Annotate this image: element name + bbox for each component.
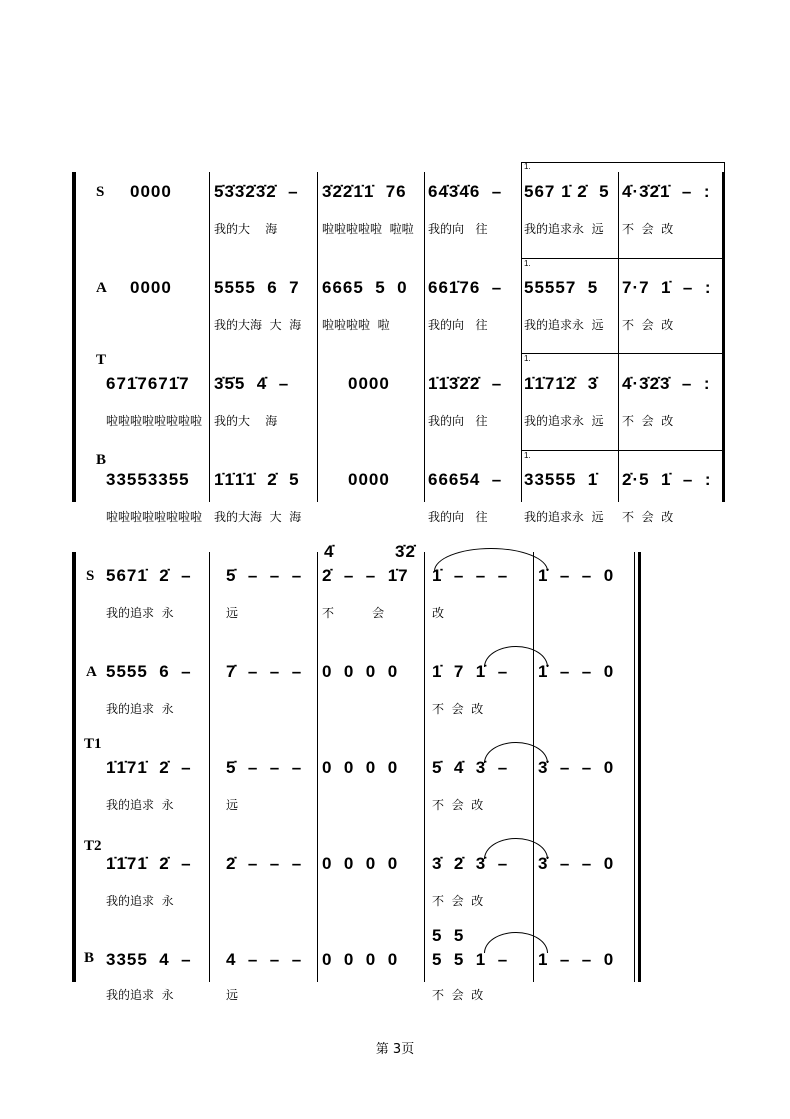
volta-label: 1.	[524, 451, 531, 460]
measure: 2̇ – – 1̇7	[322, 566, 409, 585]
measure: 4̇·3̇2̇1̇ – :	[622, 182, 711, 201]
lyric: 改	[432, 606, 445, 620]
staff-label-t2: T2	[84, 838, 102, 854]
lyric: 不 会 改	[622, 414, 674, 428]
volta-label: 1.	[524, 162, 531, 171]
measure: 55557 5	[524, 278, 599, 297]
volta-bracket	[521, 162, 725, 163]
measure: 3̇5̇5 4̇ –	[214, 374, 290, 393]
measure: 3̇ 2̇ 3̇ –	[432, 854, 509, 873]
measure: 5555 6 –	[106, 662, 192, 681]
measure: 64̇3̇4̇6 –	[428, 182, 503, 201]
lyric: 啦啦啦啦啦啦啦啦	[106, 510, 203, 524]
staff-label-a: A	[96, 280, 107, 296]
measure: 0 0 0 0	[322, 662, 399, 681]
measure: 5̇ – – –	[226, 758, 303, 777]
barline	[209, 552, 210, 982]
barline	[634, 552, 635, 982]
above-note: 5 5	[432, 926, 465, 945]
measure: 5̇3̇3̇2̇3̇2̇ –	[214, 182, 299, 201]
volta-divider	[521, 450, 725, 451]
measure: 6665 5 0	[322, 278, 408, 297]
final-barline	[638, 552, 641, 982]
staff-label-a: A	[86, 664, 97, 680]
measure: 1̇ – – 0	[538, 662, 615, 681]
volta-label: 1.	[524, 259, 531, 268]
barline	[521, 172, 522, 502]
measure: 5671̇ 2̇ –	[106, 566, 192, 585]
volta-divider	[521, 258, 725, 259]
measure: 5̇ – – –	[226, 566, 303, 585]
lyric: 我的追求永 远	[524, 222, 604, 236]
lyric: 远	[226, 606, 239, 620]
staff-label-t: T	[96, 352, 107, 368]
lyric: 不 会 改	[432, 988, 484, 1002]
measure: 1̇1̇3̇2̇2̇ –	[428, 374, 503, 393]
final-barline	[722, 172, 725, 502]
measure: 66654 –	[428, 470, 503, 489]
measure: 1̇ – – 0	[538, 566, 615, 585]
measure: 33555 1̇	[524, 470, 599, 489]
lyric: 不 会 改	[622, 222, 674, 236]
measure: 0000	[348, 470, 390, 489]
measure: 5 5 1 –	[432, 950, 509, 969]
lyric: 我的追求 永	[106, 894, 174, 908]
measure: 0 0 0 0	[322, 758, 399, 777]
measure: 1̇1̇71̇ 2̇ –	[106, 758, 192, 777]
barline	[618, 172, 619, 502]
above-note: 3̇2̇	[395, 542, 416, 561]
barline	[424, 172, 425, 502]
measure: 661̇76 –	[428, 278, 503, 297]
measure: 5555 6 7	[214, 278, 300, 297]
staff-intro: 0000	[130, 182, 172, 201]
lyric: 不 会 改	[432, 894, 484, 908]
staff-label-b: B	[84, 950, 95, 966]
measure: 3355 4 –	[106, 950, 192, 969]
staff-intro: 33553355	[106, 470, 190, 489]
measure: 5̇ 4̇ 3̇ –	[432, 758, 509, 777]
volta-label: 1.	[524, 354, 531, 363]
lyric: 我的追求永 远	[524, 510, 604, 524]
measure: 3̇ – – 0	[538, 758, 615, 777]
measure: 1̇ – – –	[432, 566, 509, 585]
measure: 1̇1̇71̇2̇ 3̇	[524, 374, 599, 393]
system-2	[72, 540, 732, 1000]
barline	[317, 172, 318, 502]
lyric: 啦啦啦啦啦 啦啦	[322, 222, 414, 236]
system-bracket	[72, 552, 76, 982]
lyric: 我的向 往	[428, 318, 488, 332]
lyric: 不 会 改	[622, 318, 674, 332]
system-bracket	[72, 172, 76, 502]
measure: 7̇ – – –	[226, 662, 303, 681]
lyric: 我的追求永 远	[524, 318, 604, 332]
lyric: 我的追求 永	[106, 606, 174, 620]
page-number: 第 3页	[375, 1042, 415, 1057]
staff-label-s: S	[96, 184, 105, 200]
measure: 0 0 0 0	[322, 950, 399, 969]
measure: 0000	[348, 374, 390, 393]
volta-bracket	[724, 162, 725, 172]
measure: 3̇ – – 0	[538, 854, 615, 873]
measure: 2̇ – – –	[226, 854, 303, 873]
measure: 1̇1̇71̇ 2̇ –	[106, 854, 192, 873]
lyric: 啦啦啦啦 啦	[322, 318, 390, 332]
barline	[209, 172, 210, 502]
measure: 3̇2̇2̇1̇1̇ 76	[322, 182, 407, 201]
staff-intro: 0000	[130, 278, 172, 297]
volta-divider	[521, 353, 725, 354]
lyric: 我的追求永 远	[524, 414, 604, 428]
lyric: 远	[226, 798, 239, 812]
measure: 4 – – –	[226, 950, 303, 969]
lyric: 我的追求 永	[106, 988, 174, 1002]
system-1	[72, 160, 732, 524]
lyric: 不 会 改	[432, 702, 484, 716]
volta-bracket	[521, 162, 522, 172]
measure: 1̇ 7 1̇ –	[432, 662, 509, 681]
lyric: 我的向 往	[428, 414, 488, 428]
lyric: 我的大 海	[214, 414, 278, 428]
lyric: 啦啦啦啦啦啦啦啦	[106, 414, 203, 428]
lyric: 我的追求 永	[106, 702, 174, 716]
lyric: 不 会 改	[432, 798, 484, 812]
lyric: 我的追求 永	[106, 798, 174, 812]
lyric: 我的大 海	[214, 222, 278, 236]
measure: 7·7 1̇ – :	[622, 278, 712, 297]
lyric: 远	[226, 988, 239, 1002]
staff-intro: 671̇7671̇7	[106, 374, 190, 393]
lyric: 不 会 改	[622, 510, 674, 524]
barline	[533, 552, 534, 982]
above-note: 4̇	[324, 542, 335, 561]
lyric: 我的大海 大 海	[214, 510, 302, 524]
staff-label-t1: T1	[84, 736, 102, 752]
measure: 4̇·3̇2̇3̇ – :	[622, 374, 711, 393]
lyric: 我的向 往	[428, 222, 488, 236]
staff-label-b: B	[96, 452, 107, 468]
measure: 567 1̇ 2̇ 5	[524, 182, 610, 201]
barline	[424, 552, 425, 982]
measure: 2̇·5 1̇ – :	[622, 470, 712, 489]
lyric: 不 会	[322, 606, 385, 620]
lyric: 我的大海 大 海	[214, 318, 302, 332]
measure: 1̇1̇1̇1̇ 2̇ 5	[214, 470, 300, 489]
staff-label-s: S	[86, 568, 95, 584]
lyric: 我的向 往	[428, 510, 488, 524]
measure: 0 0 0 0	[322, 854, 399, 873]
barline	[317, 552, 318, 982]
measure: 1 – – 0	[538, 950, 615, 969]
